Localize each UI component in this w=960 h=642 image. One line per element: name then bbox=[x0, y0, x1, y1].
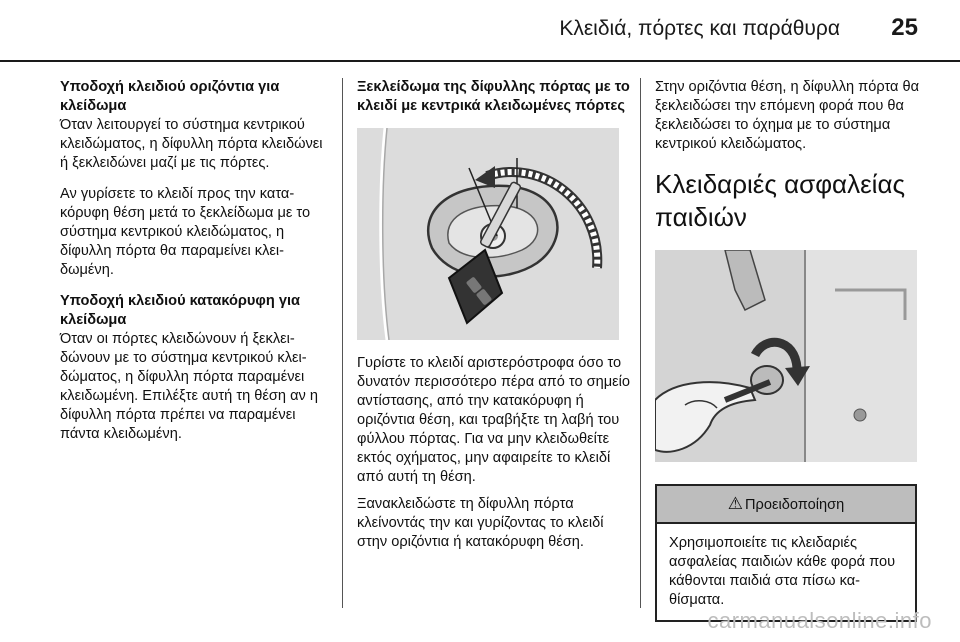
warning-box bbox=[655, 484, 917, 622]
child-lock-figure bbox=[655, 250, 917, 462]
section-heading: Υποδοχή κλειδιού κατακόρυφη για κλείδωμα bbox=[60, 293, 300, 328]
warning-triangle-icon: ⚠ bbox=[727, 494, 744, 513]
warning-title: Προειδοποίηση bbox=[745, 497, 845, 513]
watermark: carmanualsonline.info bbox=[707, 608, 932, 633]
column-divider bbox=[640, 78, 641, 608]
paragraph: Όταν οι πόρτες κλειδώνουν ή ξεκλειδώνουν με το σύστημα κεντρικού κλειδώματος, η δίφυλλη πόρτα παραμένει κλειδωμένη. Επιλέξτε αυτή τη θέση αν η δίφυλλη πόρτα πρέπει να παραμένει πάντα κλειδωμένη. bbox=[60, 331, 318, 442]
section-vertical-lock bbox=[60, 292, 332, 444]
door-handle-illustration bbox=[357, 128, 619, 340]
page-header bbox=[0, 0, 960, 62]
paragraph: Στην οριζόντια θέση, η δίφυλλη πόρτα θα ξεκλειδώσει την επόμενη φορά που θα ξεκλειδώσει το όχημα με το σύστημα κεντρικού κλειδώματος. bbox=[655, 79, 920, 152]
child-lock-illustration bbox=[655, 250, 917, 462]
column-middle bbox=[357, 78, 633, 564]
warning-header bbox=[657, 486, 915, 524]
paragraph: Ξανακλειδώστε τη δίφυλλη πόρτα κλείνοντάς την και γυρίζοντας το κλειδί στην οριζόντια ή κατακόρυφη θέση. bbox=[357, 496, 604, 550]
section-heading: Ξεκλείδωμα της δίφυλλης πόρτας με το κλειδί με κεντρικά κλειδωμένες πόρτες bbox=[357, 79, 630, 114]
column-divider bbox=[342, 78, 343, 608]
paragraph: Όταν λειτουργεί το σύστημα κεντρικού κλειδώματος, η δίφυλλη πόρτα κλειδώνει ή ξεκλειδώνει μαζί με τις πόρτες. bbox=[60, 117, 323, 171]
paragraph: Αν γυρίσετε το κλειδί προς την κατακόρυφη θέση μετά το ξεκλείδωμα με το σύστημα κεντρικού κλειδώματος, η δίφυλλη πόρτα θα παραμείνει κλειδωμένη. bbox=[60, 186, 311, 278]
column-right bbox=[655, 78, 923, 622]
column-left bbox=[60, 78, 332, 456]
section-title: Κλειδαριές ασφαλείας παιδιών bbox=[655, 169, 906, 232]
section-horizontal-lock bbox=[60, 78, 332, 280]
paragraph: Γυρίστε το κλειδί αριστερόστροφα όσο το δυνατόν περισσότερο πέρα από το σημείο αντίστασης, από την κατακόρυφη ή οριζόντια θέση, και τραβήξτε τη λαβή του φύλλου πόρτας. Για να μην κλειδωθείτε εκτός οχήματος, μην αφαιρείτε το κλειδί από αυτή τη θέση. bbox=[357, 355, 631, 485]
section-heading: Υποδοχή κλειδιού οριζόντια για κλείδωμα bbox=[60, 79, 280, 114]
page-number: 25 bbox=[891, 14, 918, 41]
door-handle-key-figure bbox=[357, 128, 619, 340]
chapter-title: Κλειδιά, πόρτες και παράθυρα bbox=[559, 17, 840, 40]
warning-text: Χρησιμοποιείτε τις κλειδαριές ασφαλείας παιδιών κάθε φορά που κάθονται παιδιά στα πίσω καθίσματα. bbox=[669, 535, 896, 608]
